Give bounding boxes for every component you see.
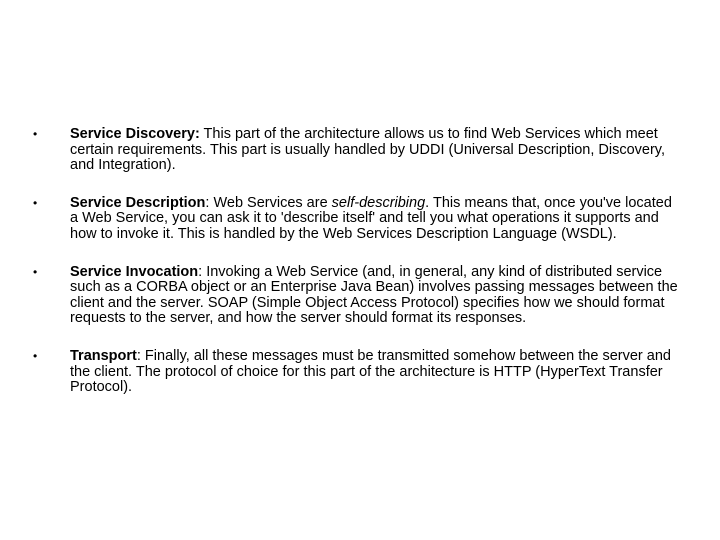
bullet-list — [0, 127, 720, 418]
bullet-text: This part of the architecture allows us to find Web Services which meet certain requirements. This part is usually handled by UDDI (Universal Description, Discovery, and Integration). — [70, 126, 665, 174]
bullet-text: : Finally, all these messages must be transmitted somehow between the server and the client. The protocol of choice for this part of the architecture is HTTP (HyperText Transfer Protocol). — [70, 347, 671, 396]
bullet-item-service-discovery — [0, 127, 720, 174]
bullet-text: : Web Services are — [205, 194, 332, 211]
bullet-term: Service Discovery: — [70, 126, 200, 142]
bullet-emphasis: self-describing — [331, 194, 426, 211]
bullet-item-transport — [0, 349, 720, 396]
bullet-term: Service Description — [70, 194, 206, 211]
bullet-text-after: . This means that, once you've located a Web Service, you can ask it to 'describe itself' and tell you what operations it supports and how to invoke it. This is handled by the Web Services Description Language (WSDL). — [70, 194, 672, 242]
bullet-text: : Invoking a Web Service (and, in general, any kind of distributed service such as a CORBA object or an Enterprise Java Bean) involves passing messages between the client and the server. SOAP (Simple Object Access Protocol) specifies how we should format requests to the server, and how the server should format its responses. — [70, 263, 678, 327]
bullet-term: Transport — [70, 347, 137, 364]
bullet-item-service-description — [0, 196, 720, 243]
bullet-item-service-invocation — [0, 265, 720, 327]
bullet-marker: • — [33, 195, 38, 210]
bullet-marker: • — [33, 127, 38, 141]
bullet-marker: • — [33, 348, 38, 363]
bullet-marker: • — [33, 264, 38, 279]
bullet-term: Service Invocation — [70, 263, 199, 280]
